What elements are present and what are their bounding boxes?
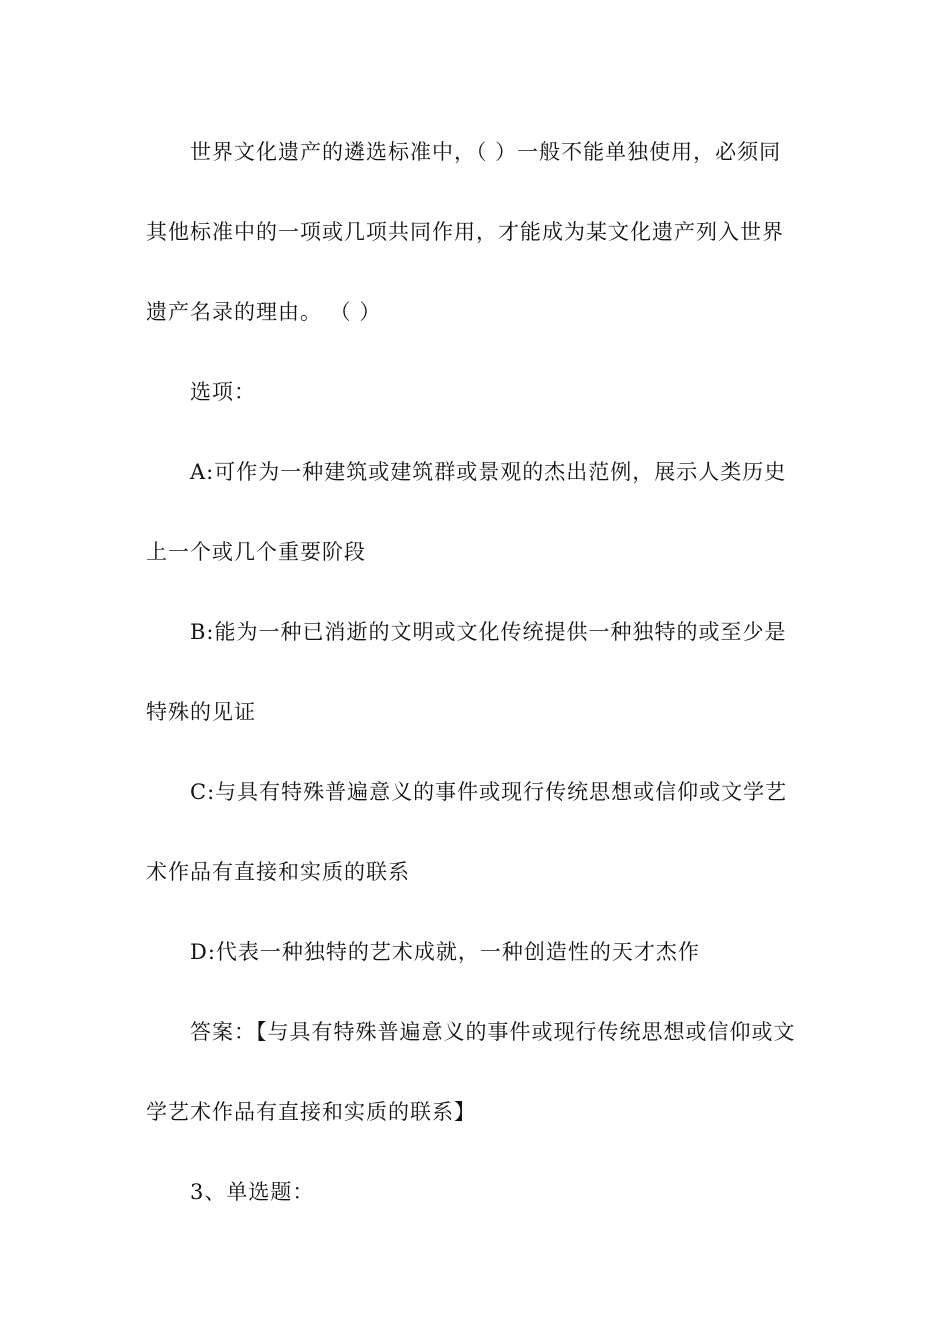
question-text: 世界文化遗产的遴选标准中，（ ）一般不能单独使用，必须同其他标准中的一项或几项共同作用，才能成为某文化遗产列入世界遗产名录的理由。 （ ） xyxy=(146,140,784,324)
answer-text: 答案：【与具有特殊普遍意义的事件或现行传统思想或信仰或文学艺术作品有直接和实质的联系】 xyxy=(146,1020,796,1124)
next-question-label: 3、单选题： xyxy=(190,1180,315,1204)
option-a: A:可作为一种建筑或建筑群或景观的杰出范例，展示人类历史上一个或几个重要阶段 xyxy=(146,460,787,564)
option-c: C:与具有特殊普遍意义的事件或现行传统思想或信仰或文学艺术作品有直接和实质的联系 xyxy=(146,780,788,884)
options-label: 选项： xyxy=(190,380,256,404)
option-d: D:代表一种独特的艺术成就，一种创造性的天才杰作 xyxy=(190,940,700,964)
option-b: B:能为一种已消逝的文明或文化传统提供一种独特的或至少是特殊的见证 xyxy=(146,620,787,724)
